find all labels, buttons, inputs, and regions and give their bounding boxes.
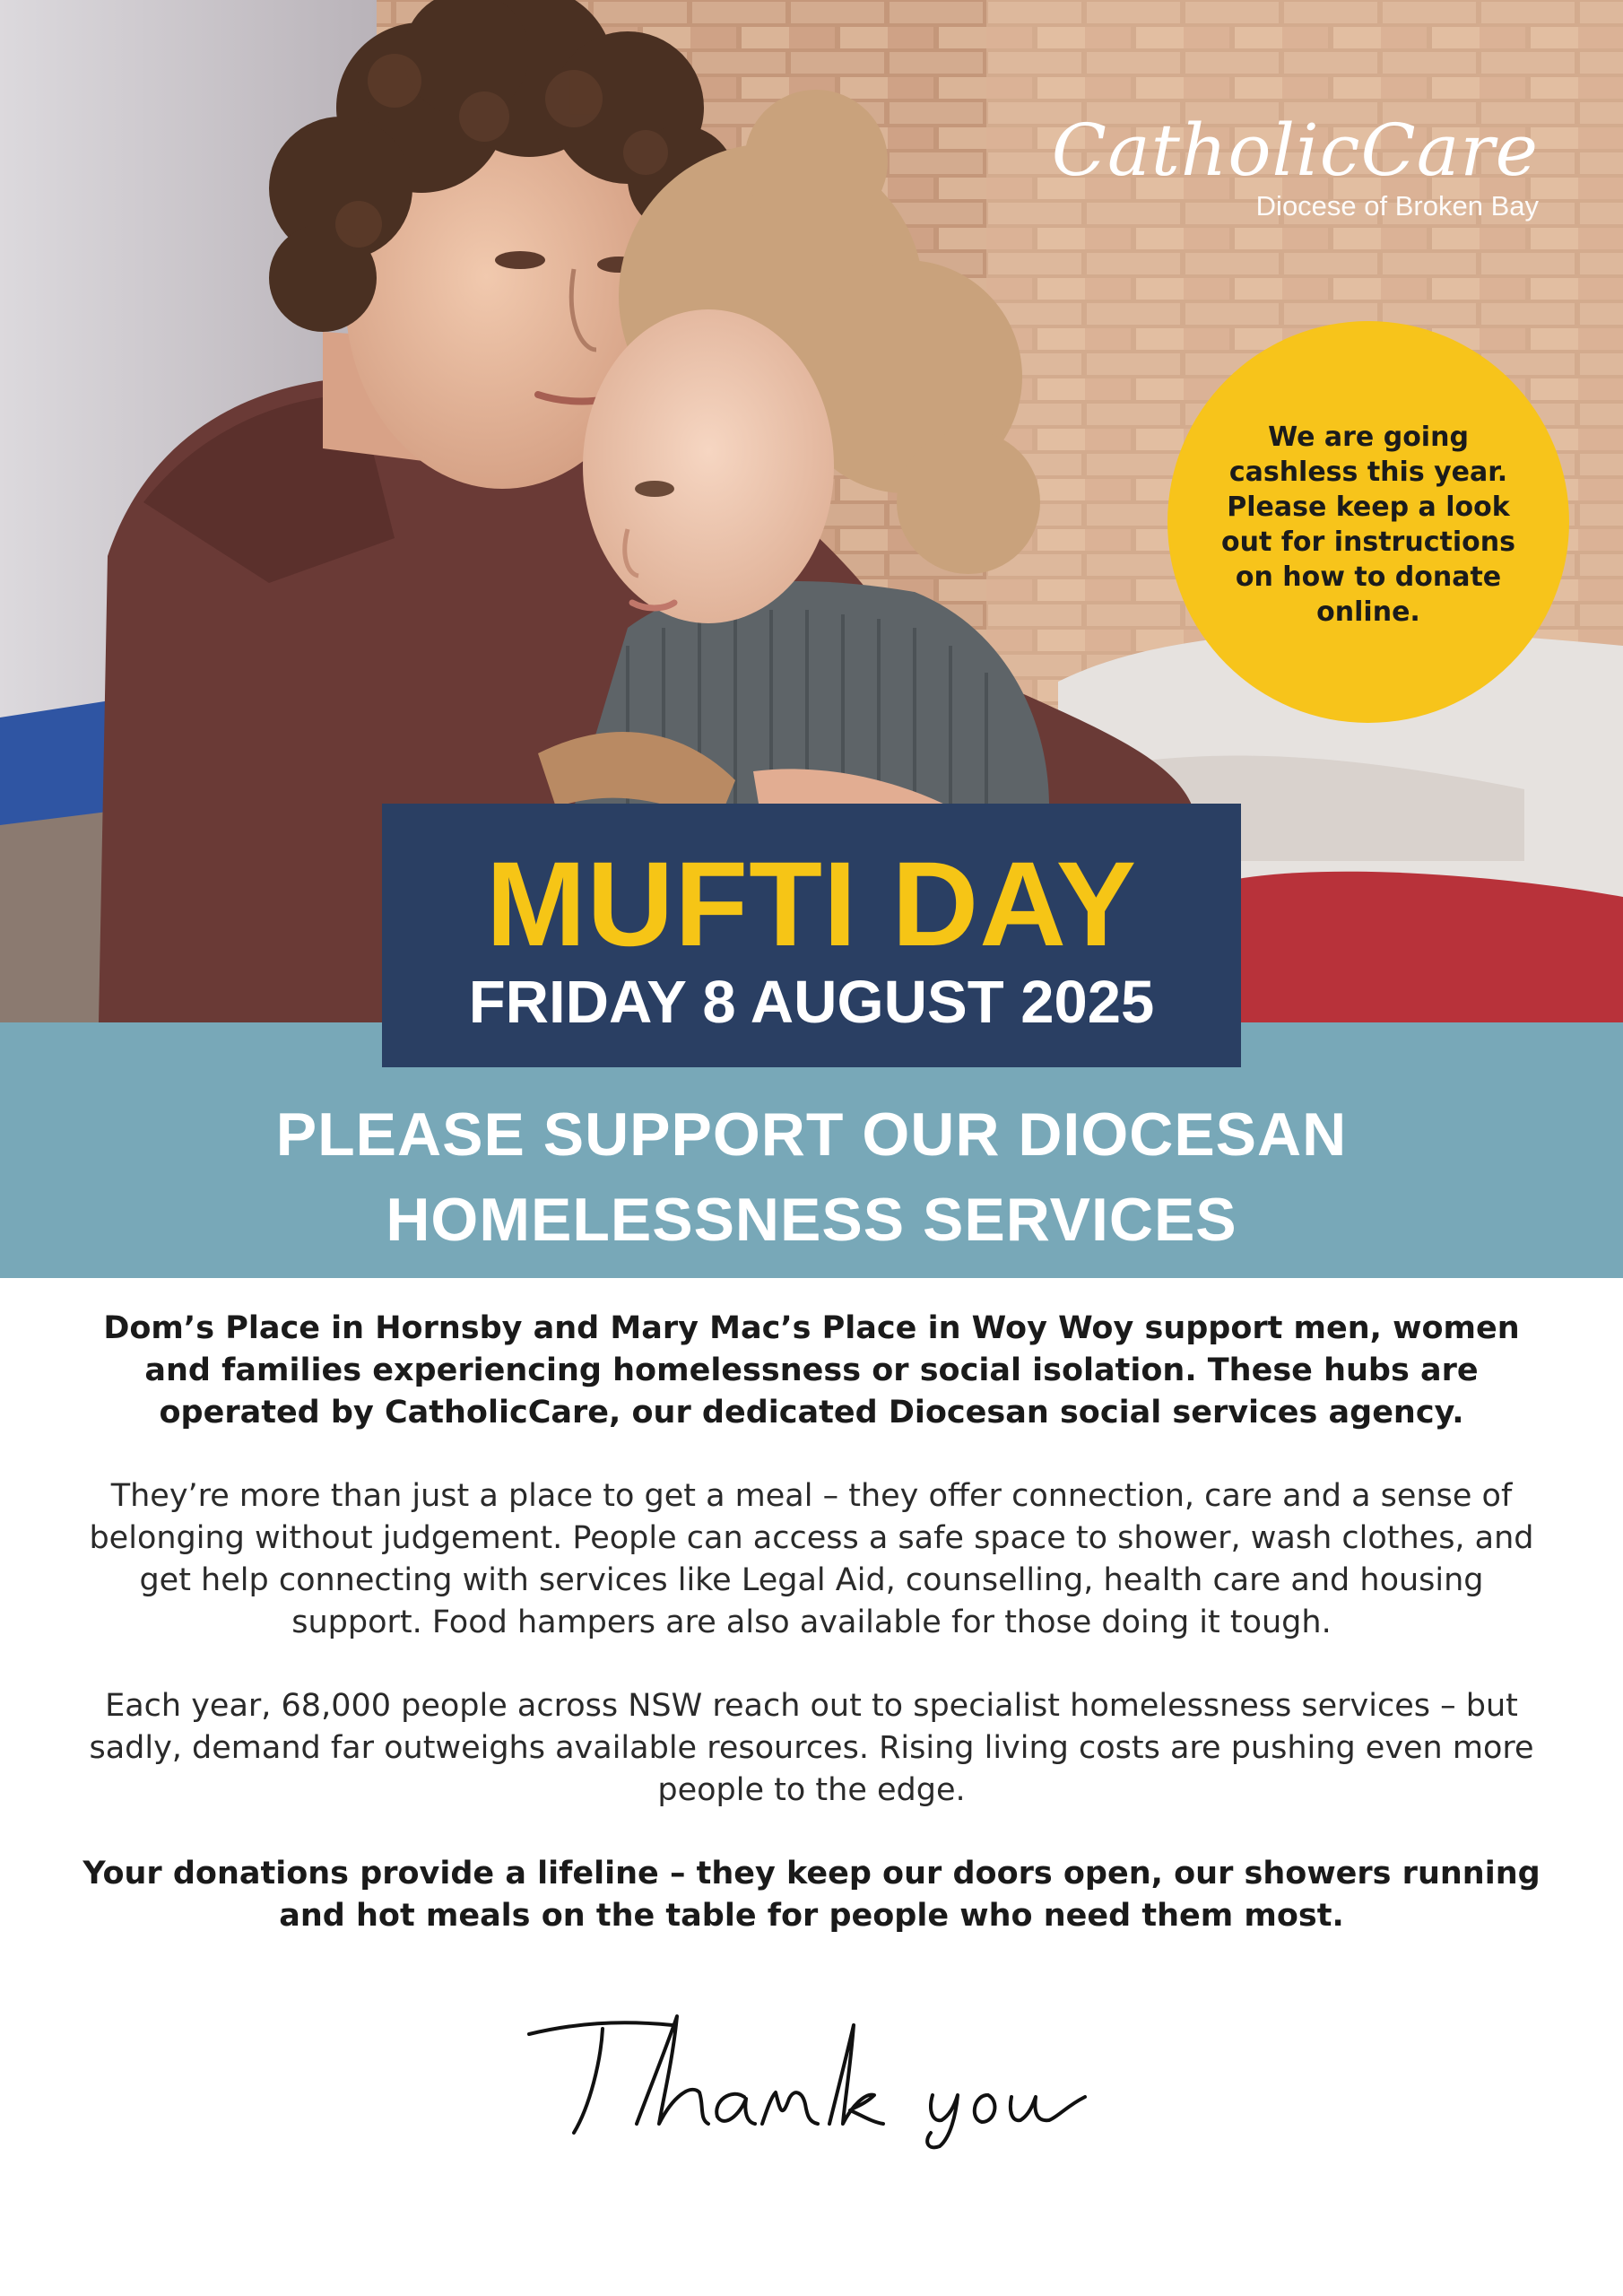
- logo-subtitle: Diocese of Broken Bay: [1255, 190, 1539, 222]
- catholiccare-logo: [1051, 109, 1539, 222]
- event-date: FRIDAY 8 AUGUST 2025: [468, 969, 1155, 1036]
- cashless-badge: [1167, 321, 1569, 723]
- thank-you-signature: [520, 1998, 1094, 2154]
- body-copy: [82, 1308, 1541, 1979]
- donation-appeal-paragraph: Your donations provide a lifeline – they keep our doors open, our showers running and hot meals on the table for people who need them most.: [82, 1856, 1541, 1934]
- intro-paragraph: Dom’s Place in Hornsby and Mary Mac’s Place in Woy Woy support men, women and families experiencing homelessness or social isolation. These hubs are operated by CatholicCare, our dedicated Diocesan social services agency.: [103, 1310, 1520, 1431]
- support-heading-text: PLEASE SUPPORT OUR DIOCESAN HOMELESSNESS SERVICES: [275, 1100, 1348, 1254]
- event-title: MUFTI DAY: [485, 838, 1138, 971]
- services-paragraph: They’re more than just a place to get a meal – they offer connection, care and a sense of belonging without judgement. People can access a safe space to shower, wash clothes, and get help connecting with services like Legal Aid, counselling, health care and housing support. Food hampers are also available for those doing it tough.: [89, 1478, 1534, 1640]
- statistics-paragraph: Each year, 68,000 people across NSW reach out to specialist homelessness services – but sadly, demand far outweighs available resources. Rising living costs are pushing even more people to the edge.: [89, 1688, 1534, 1808]
- thank-you-script-image: [520, 1998, 1094, 2151]
- support-heading: [0, 1092, 1623, 1263]
- logo-wordmark: CatholicCare: [1051, 109, 1539, 192]
- cashless-badge-text: We are going cashless this year. Please keep a look out for instructions on how to donate online.: [1221, 422, 1515, 628]
- event-box: [382, 804, 1241, 1067]
